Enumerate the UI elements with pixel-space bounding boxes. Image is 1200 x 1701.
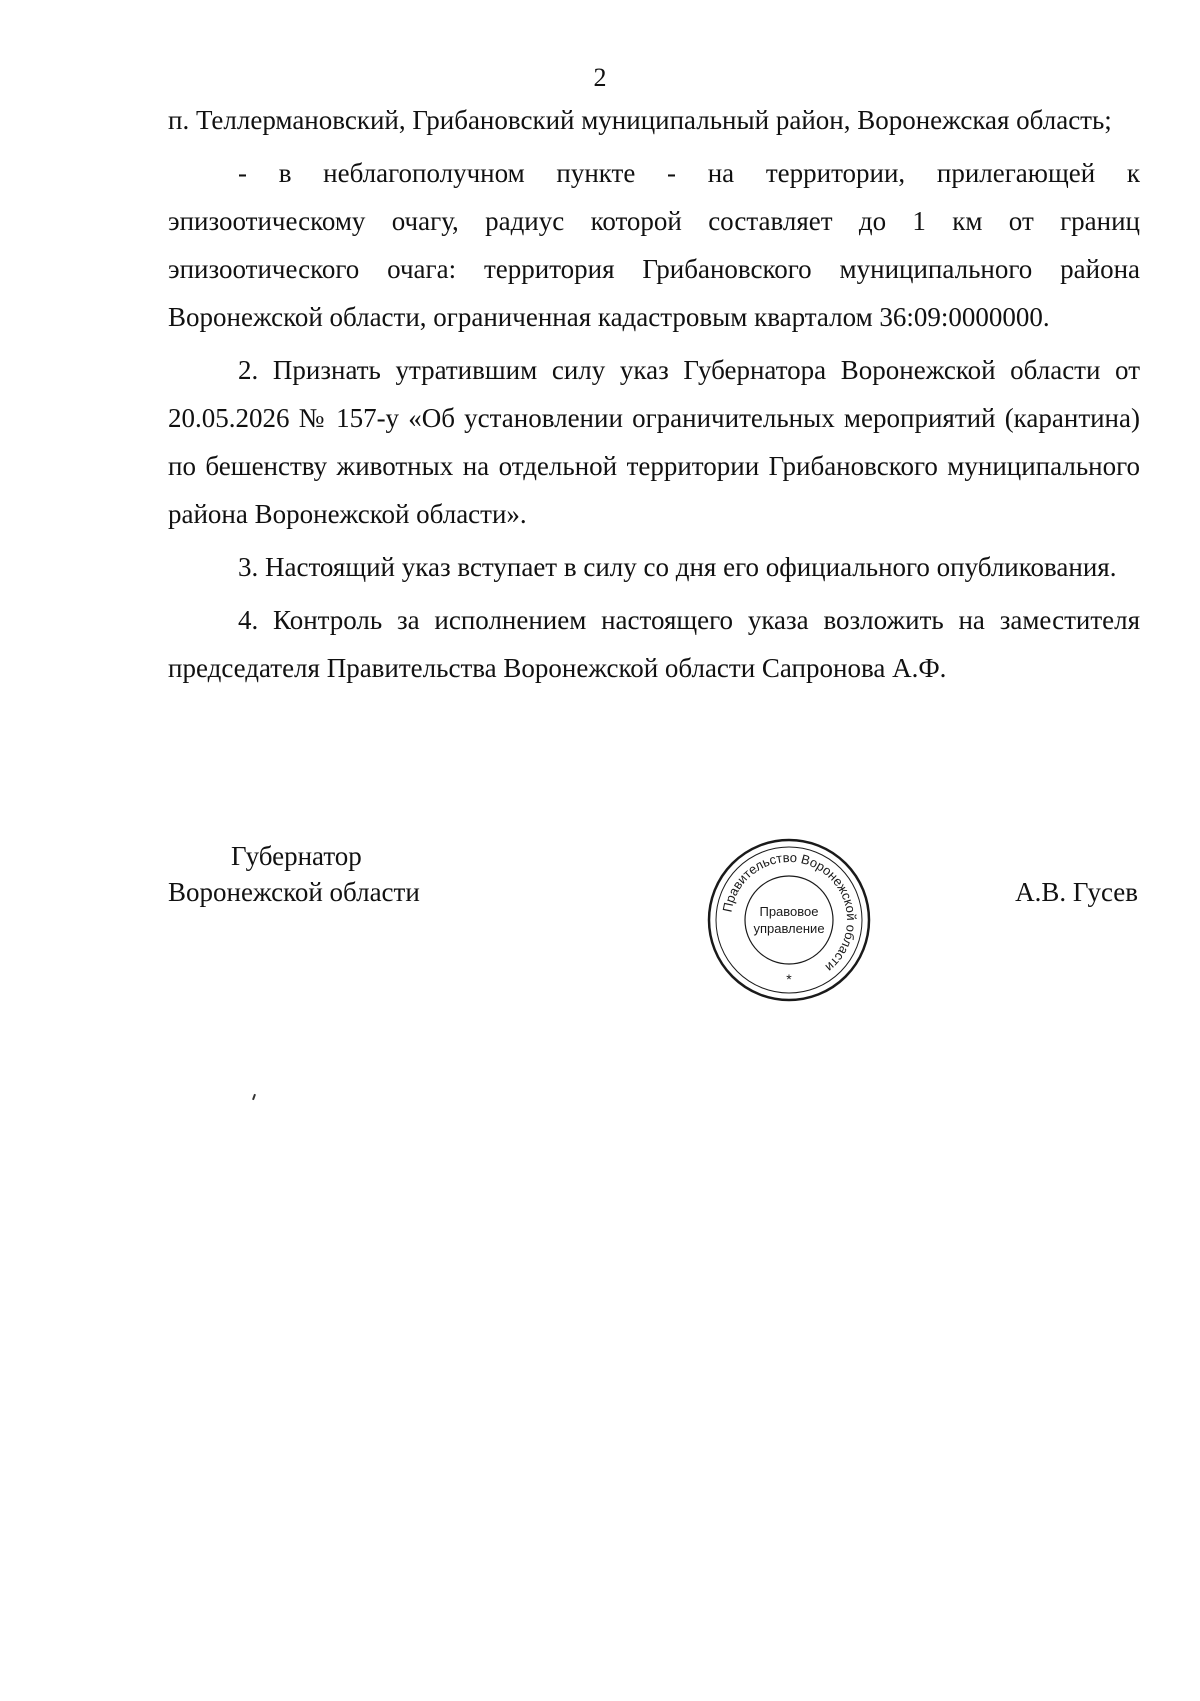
signature-block <box>168 838 1140 998</box>
official-stamp <box>705 836 873 1004</box>
signatory-title: Губернатор <box>231 841 362 871</box>
document-body <box>168 96 1140 697</box>
paragraph-item-3: 3. Настоящий указ вступает в силу со дня его официального опубликования. <box>238 552 1117 582</box>
signatory-position <box>168 838 420 910</box>
stamp-ring-text: Правительство Воронежской области <box>719 849 860 976</box>
paragraph-continuation: п. Теллермановский, Грибановский муниципальный район, Воронежская область; <box>168 105 1112 135</box>
paragraph-item-4: 4. Контроль за исполнением настоящего указа возложить на заместителя председателя Правительства Воронежской области Сапронова А.Ф. <box>168 605 1140 683</box>
paragraph-item-2: 2. Признать утратившим силу указ Губернатора Воронежской области от 20.05.2026 № 157-у «Об установлении ограничительных мероприятий (карантина) по бешенству животных на отдельной территории Грибановского муниципального района Воронежской области». <box>168 355 1140 529</box>
page-number: 2 <box>593 63 607 92</box>
stamp-center-line1: Правовое <box>759 904 819 919</box>
signatory-region: Воронежской области <box>168 877 420 907</box>
stamp-center-line2: управление <box>753 921 825 936</box>
stamp-seal-graphic <box>705 836 873 1004</box>
stray-ink-mark <box>252 1094 256 1100</box>
stamp-star: * <box>786 971 792 987</box>
paragraph-unfavorable-point: - в неблагополучном пункте - на территории, прилегающей к эпизоотическому очагу, радиус которой составляет до 1 км от границ эпизоотического очага: территория Грибановского муниципального района Воронежской области, ограниченная кадастровым кварталом 36:09:0000000. <box>168 158 1140 332</box>
signatory-name: А.В. Гусев <box>1015 877 1138 907</box>
